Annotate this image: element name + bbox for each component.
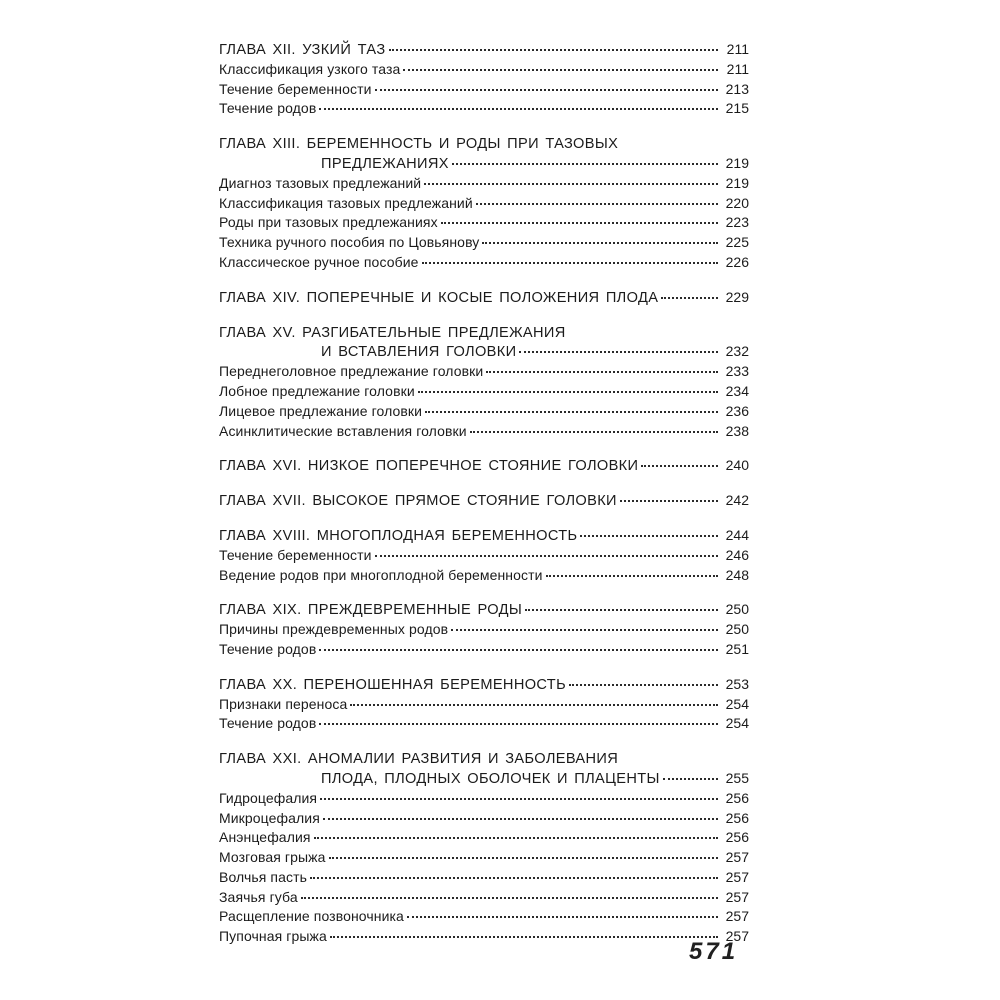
page-ref: 257 bbox=[725, 868, 749, 885]
leader-dots bbox=[350, 704, 718, 706]
table-of-contents bbox=[219, 40, 749, 962]
chapter-block bbox=[219, 600, 749, 659]
page-ref: 234 bbox=[725, 382, 749, 399]
section-entry bbox=[219, 695, 749, 715]
chapter-title-line bbox=[219, 342, 749, 362]
chapter-block bbox=[219, 675, 749, 734]
chapter-block bbox=[219, 323, 749, 442]
section-entry bbox=[219, 927, 749, 947]
leader-dots bbox=[323, 818, 718, 820]
section-entry bbox=[219, 422, 749, 442]
section-title: Роды при тазовых предлежаниях bbox=[219, 214, 438, 231]
page-ref: 215 bbox=[725, 100, 749, 117]
section-title: Течение беременности bbox=[219, 80, 372, 97]
leader-dots bbox=[476, 203, 718, 205]
page-ref: 251 bbox=[725, 640, 749, 657]
chapter-title-line bbox=[219, 40, 749, 60]
chapter-title-line bbox=[219, 154, 749, 174]
section-entry bbox=[219, 213, 749, 233]
chapter-title-line bbox=[219, 456, 749, 476]
chapter-block bbox=[219, 749, 749, 947]
leader-dots bbox=[452, 163, 718, 165]
section-title: Лицевое предлежание головки bbox=[219, 402, 423, 419]
leader-dots bbox=[418, 391, 718, 393]
page-ref: 254 bbox=[725, 715, 749, 732]
chapter-block bbox=[219, 40, 749, 119]
chapter-title-line bbox=[219, 134, 749, 154]
page-ref: 232 bbox=[725, 343, 749, 360]
leader-dots bbox=[403, 69, 718, 71]
leader-dots bbox=[451, 629, 718, 631]
page-ref: 257 bbox=[725, 908, 749, 925]
section-entry bbox=[219, 809, 749, 829]
leader-dots bbox=[330, 936, 718, 938]
leader-dots bbox=[661, 297, 718, 299]
section-entry bbox=[219, 620, 749, 640]
section-entry bbox=[219, 60, 749, 80]
chapter-title: ГЛАВА XIV. ПОПЕРЕЧНЫЕ И КОСЫЕ ПОЛОЖЕНИЯ ПЛОДА bbox=[219, 289, 659, 306]
page-ref: 211 bbox=[726, 60, 749, 77]
section-title: Течение беременности bbox=[219, 546, 372, 563]
section-entry bbox=[219, 907, 749, 927]
leader-dots bbox=[580, 535, 718, 537]
section-title: Волчья пасть bbox=[219, 868, 308, 885]
section-title: Заячья губа bbox=[219, 888, 298, 905]
leader-dots bbox=[546, 575, 718, 577]
section-title: Ведение родов при многоплодной беременности bbox=[219, 566, 543, 583]
chapter-title: ГЛАВА XVI. НИЗКОЕ ПОПЕРЕЧНОЕ СТОЯНИЕ ГОЛОВКИ bbox=[219, 458, 639, 475]
page-ref: 225 bbox=[725, 234, 749, 251]
page-ref: 256 bbox=[725, 789, 749, 806]
chapter-title: ГЛАВА XV. РАЗГИБАТЕЛЬНЫЕ ПРЕДЛЕЖАНИЯ bbox=[219, 324, 566, 341]
page-ref: 257 bbox=[725, 888, 749, 905]
section-entry bbox=[219, 402, 749, 422]
section-entry bbox=[219, 253, 749, 273]
chapter-title-line bbox=[219, 288, 749, 308]
leader-dots bbox=[441, 222, 718, 224]
section-title: Течение родов bbox=[219, 100, 317, 117]
chapter-title-line bbox=[219, 749, 749, 769]
chapter-block bbox=[219, 456, 749, 476]
leader-dots bbox=[389, 49, 719, 51]
page-ref: 256 bbox=[725, 829, 749, 846]
leader-dots bbox=[320, 798, 718, 800]
section-title: Течение родов bbox=[219, 640, 317, 657]
leader-dots bbox=[301, 897, 718, 899]
section-entry bbox=[219, 714, 749, 734]
page-ref: 223 bbox=[725, 214, 749, 231]
chapter-title: ПРЕДЛЕЖАНИЯХ bbox=[321, 155, 449, 172]
section-title: Техника ручного пособия по Цовьянову bbox=[219, 234, 480, 251]
page-ref: 242 bbox=[725, 492, 749, 509]
section-title: Анэнцефалия bbox=[219, 829, 311, 846]
section-title: Течение родов bbox=[219, 715, 317, 732]
section-entry bbox=[219, 362, 749, 382]
section-entry bbox=[219, 99, 749, 119]
chapter-title-line bbox=[219, 675, 749, 695]
section-entry bbox=[219, 546, 749, 566]
leader-dots bbox=[663, 778, 718, 780]
leader-dots bbox=[486, 371, 718, 373]
leader-dots bbox=[470, 431, 718, 433]
page-ref: 233 bbox=[725, 363, 749, 380]
page-ref: 220 bbox=[725, 194, 749, 211]
chapter-title-line bbox=[219, 491, 749, 511]
page-number: 571 bbox=[689, 938, 739, 965]
leader-dots bbox=[310, 877, 718, 879]
page-ref: 255 bbox=[725, 769, 749, 786]
leader-dots bbox=[525, 609, 718, 611]
section-title: Пупочная грыжа bbox=[219, 928, 327, 945]
leader-dots bbox=[569, 684, 718, 686]
page-ref: 250 bbox=[725, 601, 749, 618]
chapter-title: ГЛАВА XVIII. МНОГОПЛОДНАЯ БЕРЕМЕННОСТЬ bbox=[219, 527, 578, 544]
chapter-title-line bbox=[219, 526, 749, 546]
section-entry bbox=[219, 828, 749, 848]
section-entry bbox=[219, 566, 749, 586]
page-ref: 240 bbox=[725, 457, 749, 474]
page-ref: 254 bbox=[725, 695, 749, 712]
section-title: Асинклитические вставления головки bbox=[219, 422, 467, 439]
leader-dots bbox=[424, 183, 718, 185]
section-title: Классификация тазовых предлежаний bbox=[219, 194, 473, 211]
section-entry bbox=[219, 382, 749, 402]
leader-dots bbox=[314, 837, 718, 839]
chapter-block bbox=[219, 526, 749, 585]
page-ref: 244 bbox=[725, 526, 749, 543]
page-ref: 257 bbox=[725, 928, 749, 945]
chapter-title-line bbox=[219, 769, 749, 789]
chapter-block bbox=[219, 134, 749, 273]
section-entry bbox=[219, 848, 749, 868]
leader-dots bbox=[482, 242, 718, 244]
leader-dots bbox=[519, 351, 718, 353]
leader-dots bbox=[425, 411, 718, 413]
section-title: Микроцефалия bbox=[219, 809, 320, 826]
leader-dots bbox=[620, 500, 718, 502]
leader-dots bbox=[375, 555, 718, 557]
section-title: Классификация узкого таза bbox=[219, 60, 401, 77]
section-entry bbox=[219, 80, 749, 100]
page-ref: 211 bbox=[726, 41, 749, 57]
section-title: Расщепление позвоночника bbox=[219, 908, 404, 925]
chapter-title-line bbox=[219, 600, 749, 620]
page-ref: 219 bbox=[725, 174, 749, 191]
section-entry bbox=[219, 789, 749, 809]
chapter-block bbox=[219, 491, 749, 511]
page-ref: 250 bbox=[725, 621, 749, 638]
page-ref: 236 bbox=[725, 402, 749, 419]
section-title: Переднеголовное предлежание головки bbox=[219, 363, 484, 380]
section-entry bbox=[219, 233, 749, 253]
chapter-title: ГЛАВА XX. ПЕРЕНОШЕННАЯ БЕРЕМЕННОСТЬ bbox=[219, 676, 567, 693]
page-ref: 238 bbox=[725, 422, 749, 439]
page-ref: 226 bbox=[725, 253, 749, 270]
chapter-title: ГЛАВА XXI. АНОМАЛИИ РАЗВИТИЯ И ЗАБОЛЕВАНИЯ bbox=[219, 751, 619, 768]
leader-dots bbox=[319, 723, 718, 725]
page-ref: 257 bbox=[725, 849, 749, 866]
section-entry bbox=[219, 174, 749, 194]
section-title: Причины преждевременных родов bbox=[219, 621, 449, 638]
page-ref: 253 bbox=[725, 675, 749, 692]
chapter-title: И ВСТАВЛЕНИЯ ГОЛОВКИ bbox=[321, 344, 517, 361]
section-title: Диагноз тазовых предлежаний bbox=[219, 174, 422, 191]
section-entry bbox=[219, 868, 749, 888]
leader-dots bbox=[375, 89, 718, 91]
section-title: Гидроцефалия bbox=[219, 789, 318, 806]
chapter-title: ГЛАВА XVII. ВЫСОКОЕ ПРЯМОЕ СТОЯНИЕ ГОЛОВКИ bbox=[219, 493, 617, 510]
section-title: Мозговая грыжа bbox=[219, 849, 326, 866]
section-entry bbox=[219, 640, 749, 660]
leader-dots bbox=[641, 465, 718, 467]
page-ref: 256 bbox=[725, 809, 749, 826]
chapter-title: ГЛАВА XIII. БЕРЕМЕННОСТЬ И РОДЫ ПРИ ТАЗОВЫХ bbox=[219, 136, 619, 153]
leader-dots bbox=[422, 262, 718, 264]
leader-dots bbox=[329, 857, 719, 859]
chapter-block bbox=[219, 288, 749, 308]
section-title: Классическое ручное пособие bbox=[219, 253, 419, 270]
chapter-title: ГЛАВА XII. УЗКИЙ ТАЗ bbox=[219, 42, 386, 58]
page-ref: 229 bbox=[725, 288, 749, 305]
leader-dots bbox=[319, 649, 718, 651]
leader-dots bbox=[407, 916, 718, 918]
section-entry bbox=[219, 888, 749, 908]
page-ref: 248 bbox=[725, 566, 749, 583]
chapter-title: ПЛОДА, ПЛОДНЫХ ОБОЛОЧЕК И ПЛАЦЕНТЫ bbox=[321, 770, 660, 787]
leader-dots bbox=[319, 108, 718, 110]
page-ref: 213 bbox=[725, 80, 749, 97]
chapter-title: ГЛАВА XIX. ПРЕЖДЕВРЕМЕННЫЕ РОДЫ bbox=[219, 602, 523, 619]
section-title: Признаки переноса bbox=[219, 695, 348, 712]
chapter-title-line bbox=[219, 323, 749, 343]
section-title: Лобное предлежание головки bbox=[219, 382, 415, 399]
section-entry bbox=[219, 194, 749, 214]
page-ref: 246 bbox=[725, 546, 749, 563]
page-ref: 219 bbox=[725, 154, 749, 171]
